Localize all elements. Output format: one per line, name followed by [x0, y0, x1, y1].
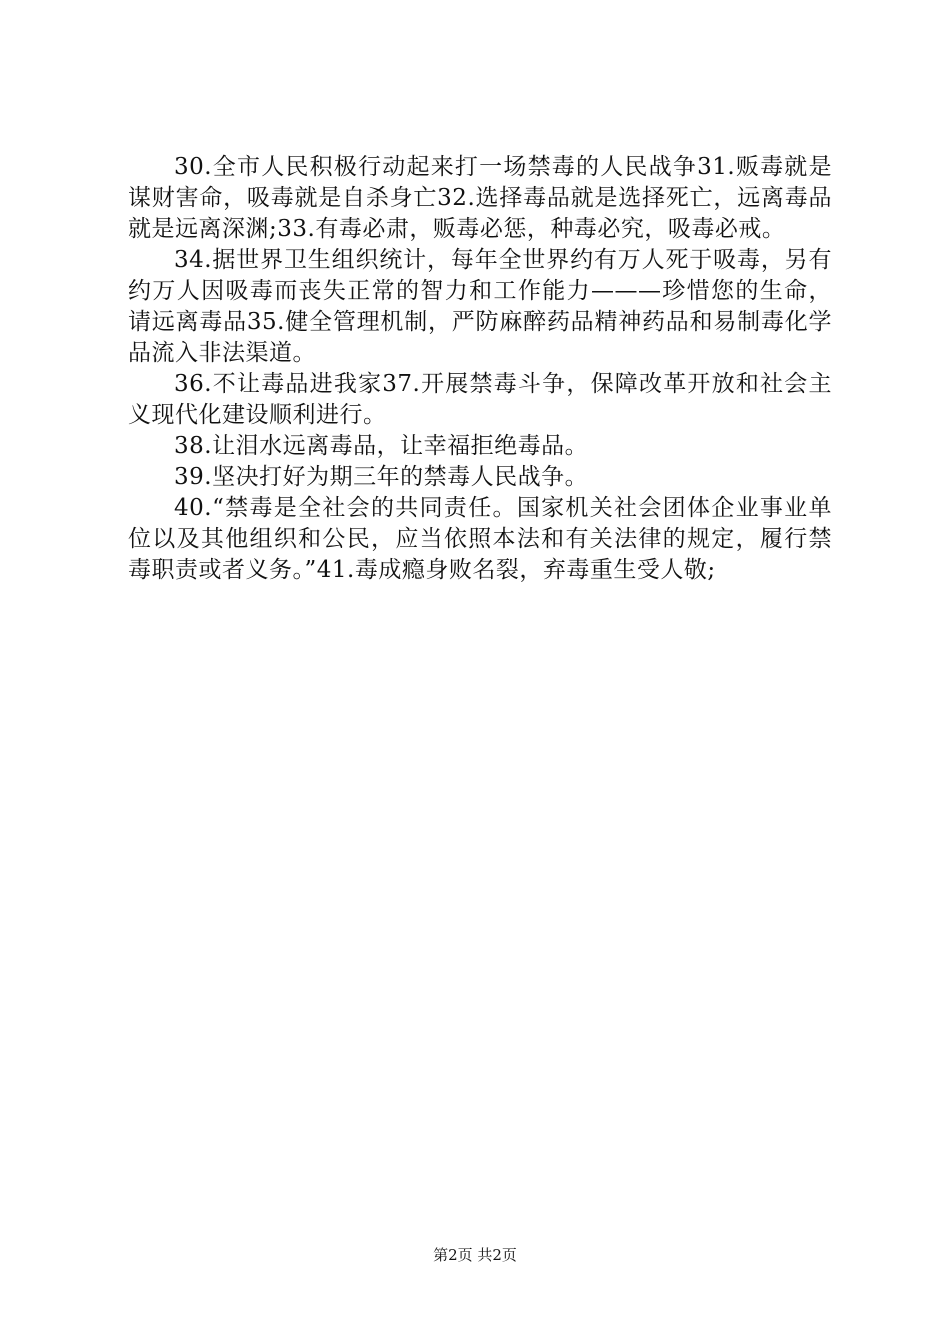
- paragraph: 40.“禁毒是全社会的共同责任。国家机关社会团体企业事业单位以及其他组织和公民，应当依照本法和有关法律的规定，履行禁毒职责或者义务。”41.毒成瘾身败名裂，弃毒重生受人敬;: [128, 495, 832, 583]
- document-body: [128, 152, 832, 586]
- paragraph: 30.全市人民积极行动起来打一场禁毒的人民战争31.贩毒就是谋财害命，吸毒就是自杀身亡32.选择毒品就是选择死亡，远离毒品就是远离深渊;33.有毒必肃，贩毒必惩，种毒必究，吸毒必戒。: [128, 154, 832, 242]
- paragraph: 34.据世界卫生组织统计，每年全世界约有万人死于吸毒，另有约万人因吸毒而丧失正常的智力和工作能力———珍惜您的生命，请远离毒品35.健全管理机制，严防麻醉药品精神药品和易制毒化学品流入非法渠道。: [128, 247, 832, 366]
- paragraph: 39.坚决打好为期三年的禁毒人民战争。: [174, 464, 589, 490]
- paragraph: 36.不让毒品进我家37.开展禁毒斗争，保障改革开放和社会主义现代化建设顺利进行。: [128, 371, 832, 428]
- paragraph: 38.让泪水远离毒品，让幸福拒绝毒品。: [174, 433, 589, 459]
- page-footer: 第2页 共2页: [433, 1246, 517, 1264]
